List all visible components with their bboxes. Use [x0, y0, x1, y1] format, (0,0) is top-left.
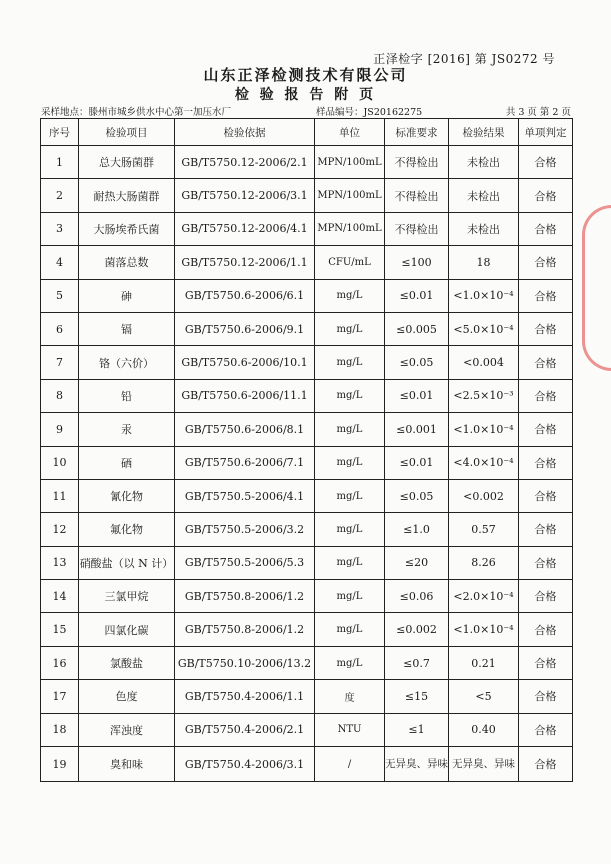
cell-verdict: 合格	[519, 747, 573, 782]
cell-verdict: 合格	[519, 513, 573, 546]
document-number: 正泽检字 [2016] 第 JS0272 号	[373, 52, 555, 66]
cell-unit: mg/L	[315, 479, 385, 512]
table-row	[41, 212, 573, 245]
cell-method: GB/T5750.6-2006/6.1	[175, 279, 315, 312]
cell-requirement: 无异臭、异味	[385, 747, 449, 782]
report-subtitle: 检 验 报 告 附 页	[234, 87, 377, 103]
table-row	[41, 346, 573, 379]
cell-method: GB/T5750.12-2006/1.1	[175, 246, 315, 279]
cell-method: GB/T5750.12-2006/2.1	[175, 146, 315, 179]
cell-result: 0.21	[449, 646, 519, 679]
table-row	[41, 513, 573, 546]
cell-requirement: ≤0.01	[385, 279, 449, 312]
cell-result: 18	[449, 246, 519, 279]
cell-item: 臭和味	[79, 747, 175, 782]
cell-requirement: ≤0.01	[385, 379, 449, 412]
table-row	[41, 680, 573, 713]
table-row	[41, 646, 573, 679]
cell-verdict: 合格	[519, 346, 573, 379]
cell-unit: mg/L	[315, 312, 385, 345]
cell-result: <2.5×10⁻³	[449, 379, 519, 412]
cell-no: 2	[41, 179, 79, 212]
table-body	[41, 146, 573, 782]
col-header-requirement: 标准要求	[385, 119, 449, 146]
cell-no: 3	[41, 212, 79, 245]
cell-requirement: ≤20	[385, 546, 449, 579]
cell-item: 镉	[79, 312, 175, 345]
cell-method: GB/T5750.6-2006/11.1	[175, 379, 315, 412]
cell-method: GB/T5750.5-2006/4.1	[175, 479, 315, 512]
cell-verdict: 合格	[519, 312, 573, 345]
cell-unit: /	[315, 747, 385, 782]
cell-result: 8.26	[449, 546, 519, 579]
cell-item: 三氯甲烷	[79, 580, 175, 613]
cell-no: 10	[41, 446, 79, 479]
cell-verdict: 合格	[519, 680, 573, 713]
cell-method: GB/T5750.6-2006/10.1	[175, 346, 315, 379]
cell-method: GB/T5750.6-2006/7.1	[175, 446, 315, 479]
cell-verdict: 合格	[519, 446, 573, 479]
col-header-verdict: 单项判定	[519, 119, 573, 146]
cell-result: <0.004	[449, 346, 519, 379]
cell-method: GB/T5750.10-2006/13.2	[175, 646, 315, 679]
cell-result: 未检出	[449, 146, 519, 179]
table-row	[41, 479, 573, 512]
cell-item: 铅	[79, 379, 175, 412]
cell-item: 菌落总数	[79, 246, 175, 279]
cell-requirement: 不得检出	[385, 212, 449, 245]
cell-item: 四氯化碳	[79, 613, 175, 646]
cell-item: 氟化物	[79, 513, 175, 546]
cell-verdict: 合格	[519, 613, 573, 646]
cell-method: GB/T5750.8-2006/1.2	[175, 613, 315, 646]
cell-verdict: 合格	[519, 413, 573, 446]
sampling-location: 采样地点：滕州市城乡供水中心第一加压水厂	[41, 107, 232, 118]
cell-method: GB/T5750.12-2006/4.1	[175, 212, 315, 245]
cell-requirement: ≤1	[385, 713, 449, 746]
cell-no: 5	[41, 279, 79, 312]
cell-no: 13	[41, 546, 79, 579]
col-header-result: 检验结果	[449, 119, 519, 146]
cell-verdict: 合格	[519, 246, 573, 279]
cell-result: <4.0×10⁻⁴	[449, 446, 519, 479]
cell-unit: mg/L	[315, 580, 385, 613]
col-header-unit: 单位	[315, 119, 385, 146]
cell-item: 汞	[79, 413, 175, 446]
cell-unit: MPN/100mL	[315, 179, 385, 212]
table-row	[41, 446, 573, 479]
cell-method: GB/T5750.4-2006/2.1	[175, 713, 315, 746]
cell-method: GB/T5750.5-2006/3.2	[175, 513, 315, 546]
table-row	[41, 713, 573, 746]
cell-result: <1.0×10⁻⁴	[449, 613, 519, 646]
cell-method: GB/T5750.4-2006/1.1	[175, 680, 315, 713]
cell-requirement: ≤0.001	[385, 413, 449, 446]
cell-unit: mg/L	[315, 279, 385, 312]
table-row	[41, 747, 573, 782]
cell-unit: mg/L	[315, 546, 385, 579]
cell-result: <0.002	[449, 479, 519, 512]
cell-item: 氯酸盐	[79, 646, 175, 679]
cell-verdict: 合格	[519, 646, 573, 679]
cell-unit: NTU	[315, 713, 385, 746]
cell-unit: 度	[315, 680, 385, 713]
cell-unit: mg/L	[315, 646, 385, 679]
cell-no: 6	[41, 312, 79, 345]
cell-no: 14	[41, 580, 79, 613]
cell-no: 12	[41, 513, 79, 546]
cell-unit: MPN/100mL	[315, 146, 385, 179]
cell-result: <1.0×10⁻⁴	[449, 279, 519, 312]
cell-item: 硒	[79, 446, 175, 479]
col-header-item: 检验项目	[79, 119, 175, 146]
table-row	[41, 379, 573, 412]
col-header-method: 检验依据	[175, 119, 315, 146]
cell-no: 15	[41, 613, 79, 646]
cell-result: <5	[449, 680, 519, 713]
cell-no: 16	[41, 646, 79, 679]
cell-requirement: ≤0.002	[385, 613, 449, 646]
results-table	[40, 118, 573, 782]
cell-no: 4	[41, 246, 79, 279]
table-row	[41, 613, 573, 646]
cell-requirement: 不得检出	[385, 146, 449, 179]
cell-item: 浑浊度	[79, 713, 175, 746]
cell-requirement: 不得检出	[385, 179, 449, 212]
cell-item: 耐热大肠菌群	[79, 179, 175, 212]
table-header-row	[41, 119, 573, 146]
cell-requirement: ≤100	[385, 246, 449, 279]
cell-result: <2.0×10⁻⁴	[449, 580, 519, 613]
cell-method: GB/T5750.6-2006/8.1	[175, 413, 315, 446]
cell-unit: mg/L	[315, 613, 385, 646]
cell-item: 色度	[79, 680, 175, 713]
cell-no: 11	[41, 479, 79, 512]
table-row	[41, 546, 573, 579]
cell-unit: mg/L	[315, 446, 385, 479]
cell-verdict: 合格	[519, 713, 573, 746]
cell-verdict: 合格	[519, 379, 573, 412]
cell-unit: mg/L	[315, 513, 385, 546]
cell-unit: mg/L	[315, 346, 385, 379]
cell-no: 19	[41, 747, 79, 782]
cell-no: 17	[41, 680, 79, 713]
cell-verdict: 合格	[519, 179, 573, 212]
cell-method: GB/T5750.4-2006/3.1	[175, 747, 315, 782]
cell-no: 1	[41, 146, 79, 179]
table-row	[41, 312, 573, 345]
cell-method: GB/T5750.6-2006/9.1	[175, 312, 315, 345]
cell-item: 砷	[79, 279, 175, 312]
sample-number: 样品编号：JS20162275	[316, 107, 423, 118]
cell-verdict: 合格	[519, 146, 573, 179]
cell-unit: mg/L	[315, 379, 385, 412]
cell-no: 7	[41, 346, 79, 379]
company-name: 山东正泽检测技术有限公司	[203, 66, 408, 84]
cell-unit: MPN/100mL	[315, 212, 385, 245]
cell-verdict: 合格	[519, 546, 573, 579]
cell-result: <5.0×10⁻⁴	[449, 312, 519, 345]
cell-requirement: ≤15	[385, 680, 449, 713]
col-header-no: 序号	[41, 119, 79, 146]
table-row	[41, 246, 573, 279]
cell-item: 氰化物	[79, 479, 175, 512]
table-row	[41, 179, 573, 212]
cell-no: 8	[41, 379, 79, 412]
cell-result: 未检出	[449, 212, 519, 245]
cell-no: 9	[41, 413, 79, 446]
table-row	[41, 413, 573, 446]
cell-result: 无异臭、异味	[449, 747, 519, 782]
cell-requirement: ≤0.06	[385, 580, 449, 613]
page-counter: 共 3 页 第 2 页	[505, 107, 571, 118]
table-row	[41, 146, 573, 179]
table-row	[41, 279, 573, 312]
cell-requirement: ≤0.05	[385, 479, 449, 512]
cell-method: GB/T5750.8-2006/1.2	[175, 580, 315, 613]
cell-result: <1.0×10⁻⁴	[449, 413, 519, 446]
cell-requirement: ≤1.0	[385, 513, 449, 546]
cell-requirement: ≤0.7	[385, 646, 449, 679]
cell-method: GB/T5750.12-2006/3.1	[175, 179, 315, 212]
cell-verdict: 合格	[519, 580, 573, 613]
cell-result: 0.57	[449, 513, 519, 546]
cell-result: 0.40	[449, 713, 519, 746]
cell-requirement: ≤0.05	[385, 346, 449, 379]
table-row	[41, 580, 573, 613]
cell-item: 总大肠菌群	[79, 146, 175, 179]
cell-item: 硝酸盐（以 N 计）	[79, 546, 175, 579]
cell-item: 铬（六价）	[79, 346, 175, 379]
cell-no: 18	[41, 713, 79, 746]
cell-requirement: ≤0.005	[385, 312, 449, 345]
cell-result: 未检出	[449, 179, 519, 212]
cell-verdict: 合格	[519, 479, 573, 512]
cell-verdict: 合格	[519, 279, 573, 312]
cell-method: GB/T5750.5-2006/5.3	[175, 546, 315, 579]
cell-verdict: 合格	[519, 212, 573, 245]
cell-item: 大肠埃希氏菌	[79, 212, 175, 245]
cell-unit: mg/L	[315, 413, 385, 446]
red-stamp-edge	[582, 205, 611, 371]
cell-requirement: ≤0.01	[385, 446, 449, 479]
cell-unit: CFU/mL	[315, 246, 385, 279]
